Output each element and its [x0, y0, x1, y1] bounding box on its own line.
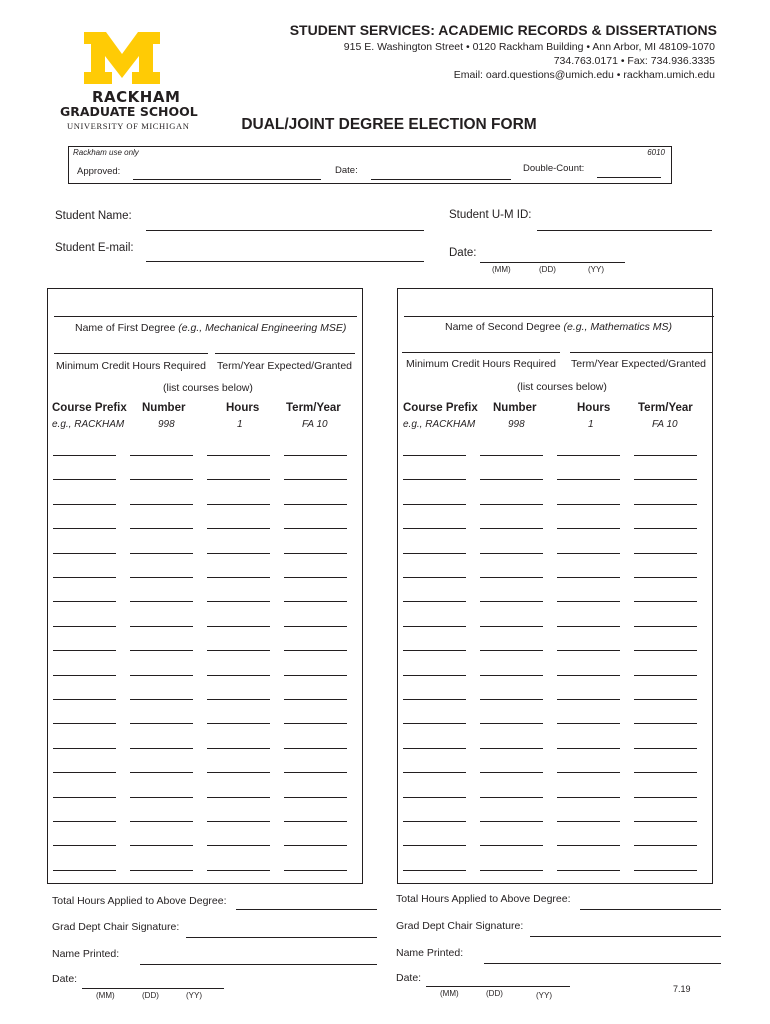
course-entry-field[interactable] [53, 479, 116, 480]
left-date-label: Date: [52, 973, 78, 985]
right-chair-label: Grad Dept Chair Signature: [396, 920, 524, 932]
first-course-rows [48, 289, 364, 885]
course-entry-field[interactable] [480, 504, 543, 505]
course-entry-field[interactable] [284, 650, 347, 651]
right-chair-field[interactable] [530, 936, 721, 937]
office-address: 915 E. Washington Street • 0120 Rackham Building • Ann Arbor, MI 48109-1070 [343, 41, 715, 53]
left-printed-field[interactable] [140, 964, 377, 965]
double-count-label: Double-Count: [523, 163, 585, 174]
course-entry-field[interactable] [480, 797, 543, 798]
course-entry-field[interactable] [403, 870, 466, 871]
course-entry-field[interactable] [53, 797, 116, 798]
course-entry-field[interactable] [53, 455, 116, 456]
course-entry-field[interactable] [130, 650, 193, 651]
course-entry-field[interactable] [130, 528, 193, 529]
course-entry-field[interactable] [53, 821, 116, 822]
left-date-field[interactable] [82, 988, 224, 989]
student-id-field[interactable] [537, 230, 712, 231]
course-entry-field[interactable] [557, 455, 620, 456]
course-entry-field[interactable] [480, 870, 543, 871]
second-ex-number: 998 [508, 419, 525, 430]
course-entry-field[interactable] [403, 675, 466, 676]
course-entry-field[interactable] [207, 821, 270, 822]
logo-university: UNIVERSITY OF MICHIGAN [67, 121, 190, 131]
course-entry-field[interactable] [557, 845, 620, 846]
office-email: Email: oard.questions@umich.edu • rackham.umich.edu [453, 69, 715, 81]
course-entry-field[interactable] [53, 723, 116, 724]
course-entry-field[interactable] [557, 821, 620, 822]
course-entry-field[interactable] [130, 821, 193, 822]
course-entry-field[interactable] [480, 479, 543, 480]
course-entry-field[interactable] [284, 528, 347, 529]
course-entry-field[interactable] [480, 650, 543, 651]
course-entry-field[interactable] [634, 870, 697, 871]
course-entry-field[interactable] [634, 504, 697, 505]
course-entry-field[interactable] [53, 528, 116, 529]
course-entry-field[interactable] [403, 821, 466, 822]
course-entry-field[interactable] [284, 723, 347, 724]
course-entry-field[interactable] [403, 723, 466, 724]
left-chair-label: Grad Dept Chair Signature: [52, 921, 180, 933]
course-entry-field[interactable] [634, 479, 697, 480]
second-col-term: Term/Year [638, 402, 693, 414]
course-entry-field[interactable] [284, 699, 347, 700]
first-ex-term: FA 10 [302, 419, 328, 430]
student-date-label: Date: [449, 247, 477, 259]
office-title: STUDENT SERVICES: ACADEMIC RECORDS & DISSERTATIONS [289, 22, 717, 38]
course-entry-field[interactable] [53, 772, 116, 773]
course-entry-field[interactable] [207, 797, 270, 798]
course-entry-field[interactable] [634, 601, 697, 602]
course-entry-field[interactable] [557, 553, 620, 554]
course-entry-field[interactable] [207, 723, 270, 724]
course-entry-field[interactable] [557, 748, 620, 749]
course-entry-field[interactable] [284, 821, 347, 822]
rackham-use-label: Rackham use only [73, 148, 139, 157]
course-entry-field[interactable] [480, 528, 543, 529]
logo-rackham: RACKHAM [92, 88, 181, 106]
course-entry-field[interactable] [634, 723, 697, 724]
student-date-mm: (MM) [492, 265, 511, 274]
form-code: 6010 [647, 148, 665, 157]
course-entry-field[interactable] [557, 528, 620, 529]
course-entry-field[interactable] [53, 675, 116, 676]
course-entry-field[interactable] [480, 455, 543, 456]
student-name-field[interactable] [146, 230, 424, 231]
left-chair-field[interactable] [186, 937, 377, 938]
course-entry-field[interactable] [403, 626, 466, 627]
first-col-prefix: Course Prefix [52, 402, 127, 414]
course-entry-field[interactable] [207, 626, 270, 627]
left-date-mm: (MM) [96, 991, 115, 1000]
student-date-field[interactable] [480, 262, 625, 263]
course-entry-field[interactable] [403, 845, 466, 846]
double-count-field[interactable] [597, 177, 661, 178]
first-col-number: Number [142, 402, 186, 414]
course-entry-field[interactable] [207, 528, 270, 529]
course-entry-field[interactable] [634, 528, 697, 529]
course-entry-field[interactable] [207, 699, 270, 700]
second-ex-term: FA 10 [652, 419, 678, 430]
course-entry-field[interactable] [130, 479, 193, 480]
course-entry-field[interactable] [284, 797, 347, 798]
right-date-yy: (YY) [536, 991, 552, 1000]
course-entry-field[interactable] [480, 772, 543, 773]
course-entry-field[interactable] [53, 601, 116, 602]
course-entry-field[interactable] [130, 772, 193, 773]
course-entry-field[interactable] [403, 455, 466, 456]
course-entry-field[interactable] [480, 626, 543, 627]
form-title: DUAL/JOINT DEGREE ELECTION FORM [241, 116, 537, 133]
second-degree-name-text: Name of Second Degree [445, 321, 561, 333]
course-entry-field[interactable] [403, 797, 466, 798]
left-total-field[interactable] [236, 909, 377, 910]
second-ex-hours: 1 [588, 419, 594, 430]
course-entry-field[interactable] [634, 455, 697, 456]
second-degree-name-example: (e.g., Mathematics MS) [563, 321, 673, 333]
right-date-label: Date: [396, 972, 422, 984]
course-entry-field[interactable] [557, 675, 620, 676]
right-date-field[interactable] [426, 986, 570, 987]
course-entry-field[interactable] [207, 870, 270, 871]
course-entry-field[interactable] [130, 797, 193, 798]
course-entry-field[interactable] [480, 845, 543, 846]
course-entry-field[interactable] [557, 699, 620, 700]
course-entry-field[interactable] [53, 699, 116, 700]
left-total-label: Total Hours Applied to Above Degree: [52, 895, 227, 907]
course-entry-field[interactable] [634, 821, 697, 822]
office-date-field[interactable] [371, 179, 511, 180]
course-entry-field[interactable] [403, 479, 466, 480]
right-date-dd: (DD) [486, 989, 503, 998]
course-entry-field[interactable] [207, 601, 270, 602]
course-entry-field[interactable] [284, 601, 347, 602]
office-date-label: Date: [335, 165, 358, 176]
first-term-label: Term/Year Expected/Granted [217, 360, 353, 372]
right-total-field[interactable] [580, 909, 721, 910]
course-entry-field[interactable] [53, 577, 116, 578]
second-course-rows [398, 289, 714, 885]
course-entry-field[interactable] [634, 772, 697, 773]
logo-graduate-school: GRADUATE SCHOOL [60, 104, 198, 119]
course-entry-field[interactable] [207, 650, 270, 651]
course-entry-field[interactable] [557, 504, 620, 505]
course-entry-field[interactable] [634, 748, 697, 749]
course-entry-field[interactable] [284, 675, 347, 676]
approved-field[interactable] [133, 179, 321, 180]
approved-label: Approved: [77, 166, 121, 177]
course-entry-field[interactable] [130, 723, 193, 724]
course-entry-field[interactable] [480, 748, 543, 749]
course-entry-field[interactable] [53, 845, 116, 846]
first-min-credit-label: Minimum Credit Hours Required [56, 360, 206, 372]
course-entry-field[interactable] [557, 650, 620, 651]
course-entry-field[interactable] [480, 675, 543, 676]
left-date-dd: (DD) [142, 991, 159, 1000]
course-entry-field[interactable] [130, 577, 193, 578]
student-email-field[interactable] [146, 261, 424, 262]
course-entry-field[interactable] [207, 455, 270, 456]
course-entry-field[interactable] [557, 601, 620, 602]
course-entry-field[interactable] [284, 845, 347, 846]
course-entry-field[interactable] [207, 553, 270, 554]
course-entry-field[interactable] [403, 650, 466, 651]
course-entry-field[interactable] [130, 601, 193, 602]
course-entry-field[interactable] [284, 553, 347, 554]
second-degree-box [397, 288, 713, 884]
student-name-label: Student Name: [55, 210, 132, 222]
course-entry-field[interactable] [130, 504, 193, 505]
course-entry-field[interactable] [403, 772, 466, 773]
course-entry-field[interactable] [284, 479, 347, 480]
course-entry-field[interactable] [480, 699, 543, 700]
course-entry-field[interactable] [53, 870, 116, 871]
course-entry-field[interactable] [284, 772, 347, 773]
course-entry-field[interactable] [557, 870, 620, 871]
course-entry-field[interactable] [557, 772, 620, 773]
first-col-term: Term/Year [286, 402, 341, 414]
second-term-label: Term/Year Expected/Granted [571, 358, 707, 370]
course-entry-field[interactable] [480, 821, 543, 822]
course-entry-field[interactable] [53, 553, 116, 554]
course-entry-field[interactable] [403, 504, 466, 505]
office-phone: 734.763.0171 • Fax: 734.936.3335 [553, 55, 715, 67]
course-entry-field[interactable] [634, 626, 697, 627]
course-entry-field[interactable] [557, 626, 620, 627]
course-entry-field[interactable] [130, 699, 193, 700]
rackham-use-box [68, 146, 672, 184]
right-date-mm: (MM) [440, 989, 459, 998]
course-entry-field[interactable] [634, 553, 697, 554]
course-entry-field[interactable] [284, 626, 347, 627]
first-degree-box [47, 288, 363, 884]
course-entry-field[interactable] [130, 553, 193, 554]
course-entry-field[interactable] [207, 504, 270, 505]
course-entry-field[interactable] [403, 601, 466, 602]
course-entry-field[interactable] [207, 675, 270, 676]
right-total-label: Total Hours Applied to Above Degree: [396, 893, 571, 905]
course-entry-field[interactable] [207, 479, 270, 480]
second-col-hours: Hours [577, 402, 611, 414]
course-entry-field[interactable] [284, 577, 347, 578]
course-entry-field[interactable] [53, 626, 116, 627]
first-list-note: (list courses below) [163, 382, 253, 394]
second-col-prefix: Course Prefix [403, 402, 478, 414]
course-entry-field[interactable] [480, 723, 543, 724]
course-entry-field[interactable] [130, 870, 193, 871]
first-degree-name-example: (e.g., Mechanical Engineering MSE) [178, 322, 347, 334]
student-email-label: Student E-mail: [55, 242, 134, 254]
course-entry-field[interactable] [634, 650, 697, 651]
course-entry-field[interactable] [284, 455, 347, 456]
course-entry-field[interactable] [557, 723, 620, 724]
course-entry-field[interactable] [634, 699, 697, 700]
student-id-label: Student U-M ID: [449, 209, 532, 221]
form-version: 7.19 [673, 984, 691, 994]
first-degree-name-text: Name of First Degree [75, 322, 176, 334]
course-entry-field[interactable] [634, 845, 697, 846]
first-ex-prefix: e.g., RACKHAM [52, 419, 125, 430]
course-entry-field[interactable] [480, 601, 543, 602]
student-date-dd: (DD) [539, 265, 556, 274]
course-entry-field[interactable] [634, 577, 697, 578]
course-entry-field[interactable] [130, 455, 193, 456]
course-entry-field[interactable] [207, 845, 270, 846]
course-entry-field[interactable] [403, 577, 466, 578]
course-entry-field[interactable] [557, 797, 620, 798]
course-entry-field[interactable] [284, 748, 347, 749]
second-list-note: (list courses below) [517, 381, 607, 393]
right-printed-field[interactable] [484, 963, 721, 964]
course-entry-field[interactable] [284, 504, 347, 505]
second-min-credit-label: Minimum Credit Hours Required [406, 358, 556, 370]
university-m-logo [84, 32, 160, 84]
left-printed-label: Name Printed: [52, 948, 120, 960]
course-entry-field[interactable] [480, 553, 543, 554]
course-entry-field[interactable] [403, 553, 466, 554]
second-col-number: Number [493, 402, 537, 414]
course-entry-field[interactable] [130, 675, 193, 676]
second-ex-prefix: e.g., RACKHAM [403, 419, 476, 430]
course-entry-field[interactable] [557, 577, 620, 578]
course-entry-field[interactable] [130, 626, 193, 627]
right-printed-label: Name Printed: [396, 947, 464, 959]
first-col-hours: Hours [226, 402, 260, 414]
course-entry-field[interactable] [403, 748, 466, 749]
course-entry-field[interactable] [634, 675, 697, 676]
course-entry-field[interactable] [207, 748, 270, 749]
course-entry-field[interactable] [403, 528, 466, 529]
course-entry-field[interactable] [403, 699, 466, 700]
course-entry-field[interactable] [480, 577, 543, 578]
first-ex-hours: 1 [237, 419, 243, 430]
first-ex-number: 998 [158, 419, 175, 430]
course-entry-field[interactable] [557, 479, 620, 480]
course-entry-field[interactable] [53, 504, 116, 505]
student-date-yy: (YY) [588, 265, 604, 274]
course-entry-field[interactable] [53, 748, 116, 749]
left-date-yy: (YY) [186, 991, 202, 1000]
course-entry-field[interactable] [130, 748, 193, 749]
course-entry-field[interactable] [53, 650, 116, 651]
course-entry-field[interactable] [207, 772, 270, 773]
course-entry-field[interactable] [634, 797, 697, 798]
course-entry-field[interactable] [284, 870, 347, 871]
course-entry-field[interactable] [130, 845, 193, 846]
course-entry-field[interactable] [207, 577, 270, 578]
